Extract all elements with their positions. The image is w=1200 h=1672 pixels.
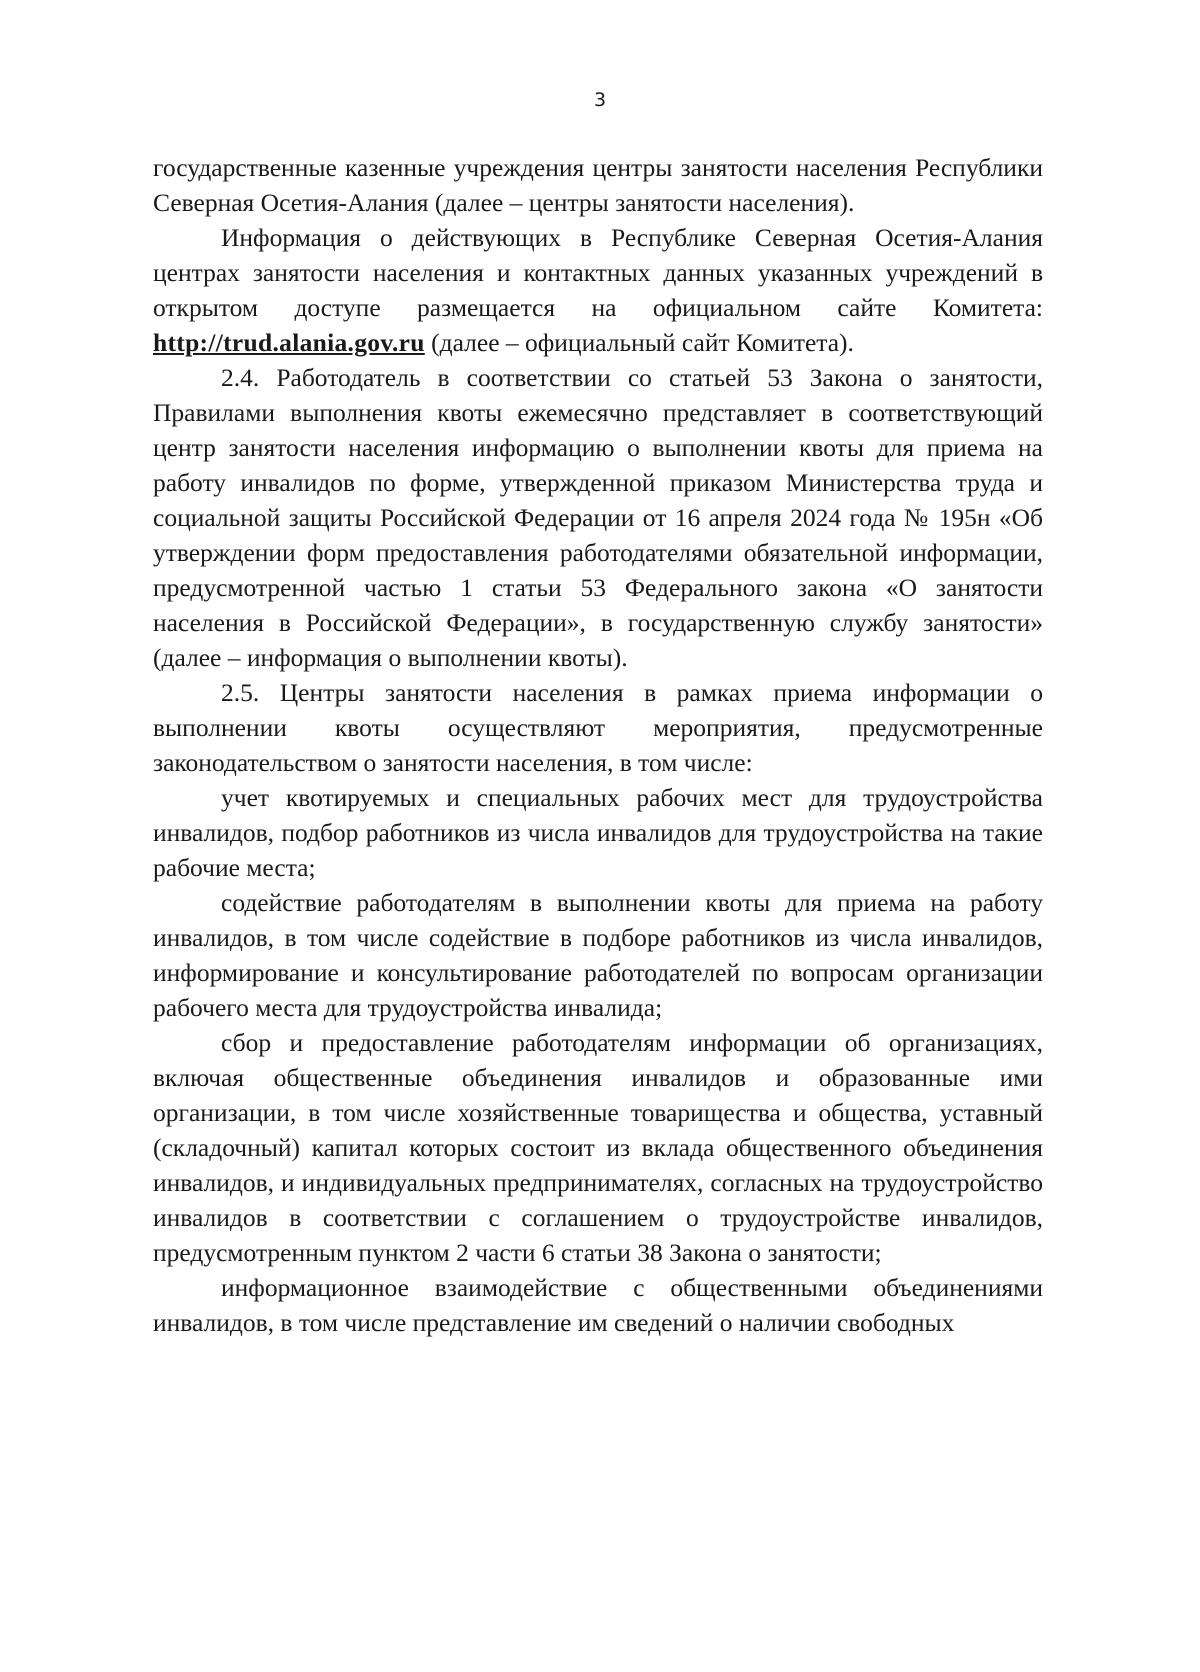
paragraph-text: (далее – официальный сайт Комитета). bbox=[424, 328, 854, 357]
paragraph-text: Информация о действующих в Республике Северная Осетия-Алания центрах занятости населения и контактных данных указанных учреждений в открытом доступе размещается на официальном сайте Комитета: bbox=[153, 223, 1043, 322]
document-body bbox=[153, 150, 1043, 1340]
list-item-assistance: содействие работодателям в выполнении квоты для приема на работу инвалидов, в том числе содействие в подборе работников из числа инвалидов, информирование и консультирование работодателей по вопросам организации рабочего места для трудоустройства инвалида; bbox=[153, 888, 1043, 1022]
list-item-accounting: учет квотируемых и специальных рабочих мест для трудоустройства инвалидов, подбор работников из числа инвалидов для трудоустройства на такие рабочие места; bbox=[153, 783, 1043, 882]
committee-site-link[interactable]: http://trud.alania.gov.ru bbox=[153, 328, 425, 357]
paragraph-info-centers bbox=[153, 220, 1043, 360]
page-number: 3 bbox=[593, 89, 607, 111]
paragraph-2-4: 2.4. Работодатель в соответствии со статьей 53 Закона о занятости, Правилами выполнения квоты ежемесячно представляет в соответствующий центр занятости населения информацию о выполнении квоты для приема на работу инвалидов по форме, утвержденной приказом Министерства труда и социальной защиты Российской Федерации от 16 апреля 2024 года № 195н «Об утверждении форм предоставления работодателями обязательной информации, предусмотренной частью 1 статьи 53 Федерального закона «О занятости населения в Российской Федерации», в государственную службу занятости» (далее – информация о выполнении квоты). bbox=[153, 363, 1043, 672]
paragraph-continuation: государственные казенные учреждения центры занятости населения Республики Северная Осетия-Алания (далее – центры занятости населения). bbox=[153, 153, 1043, 217]
list-item-information-collection: сбор и предоставление работодателям информации об организациях, включая общественные объединения инвалидов и образованные ими организации, в том числе хозяйственные товарищества и общества, уставный (складочный) капитал которых состоит из вклада общественного объединения инвалидов, и индивидуальных предпринимателях, согласных на трудоустройство инвалидов в соответствии с соглашением о трудоустройстве инвалидов, предусмотренным пунктом 2 части 6 статьи 38 Закона о занятости; bbox=[153, 1028, 1043, 1267]
list-item-interaction: информационное взаимодействие с общественными объединениями инвалидов, в том числе представление им сведений о наличии свободных bbox=[153, 1273, 1043, 1337]
paragraph-2-5: 2.5. Центры занятости населения в рамках приема информации о выполнении квоты осуществляют мероприятия, предусмотренные законодательством о занятости населения, в том числе: bbox=[153, 678, 1043, 777]
